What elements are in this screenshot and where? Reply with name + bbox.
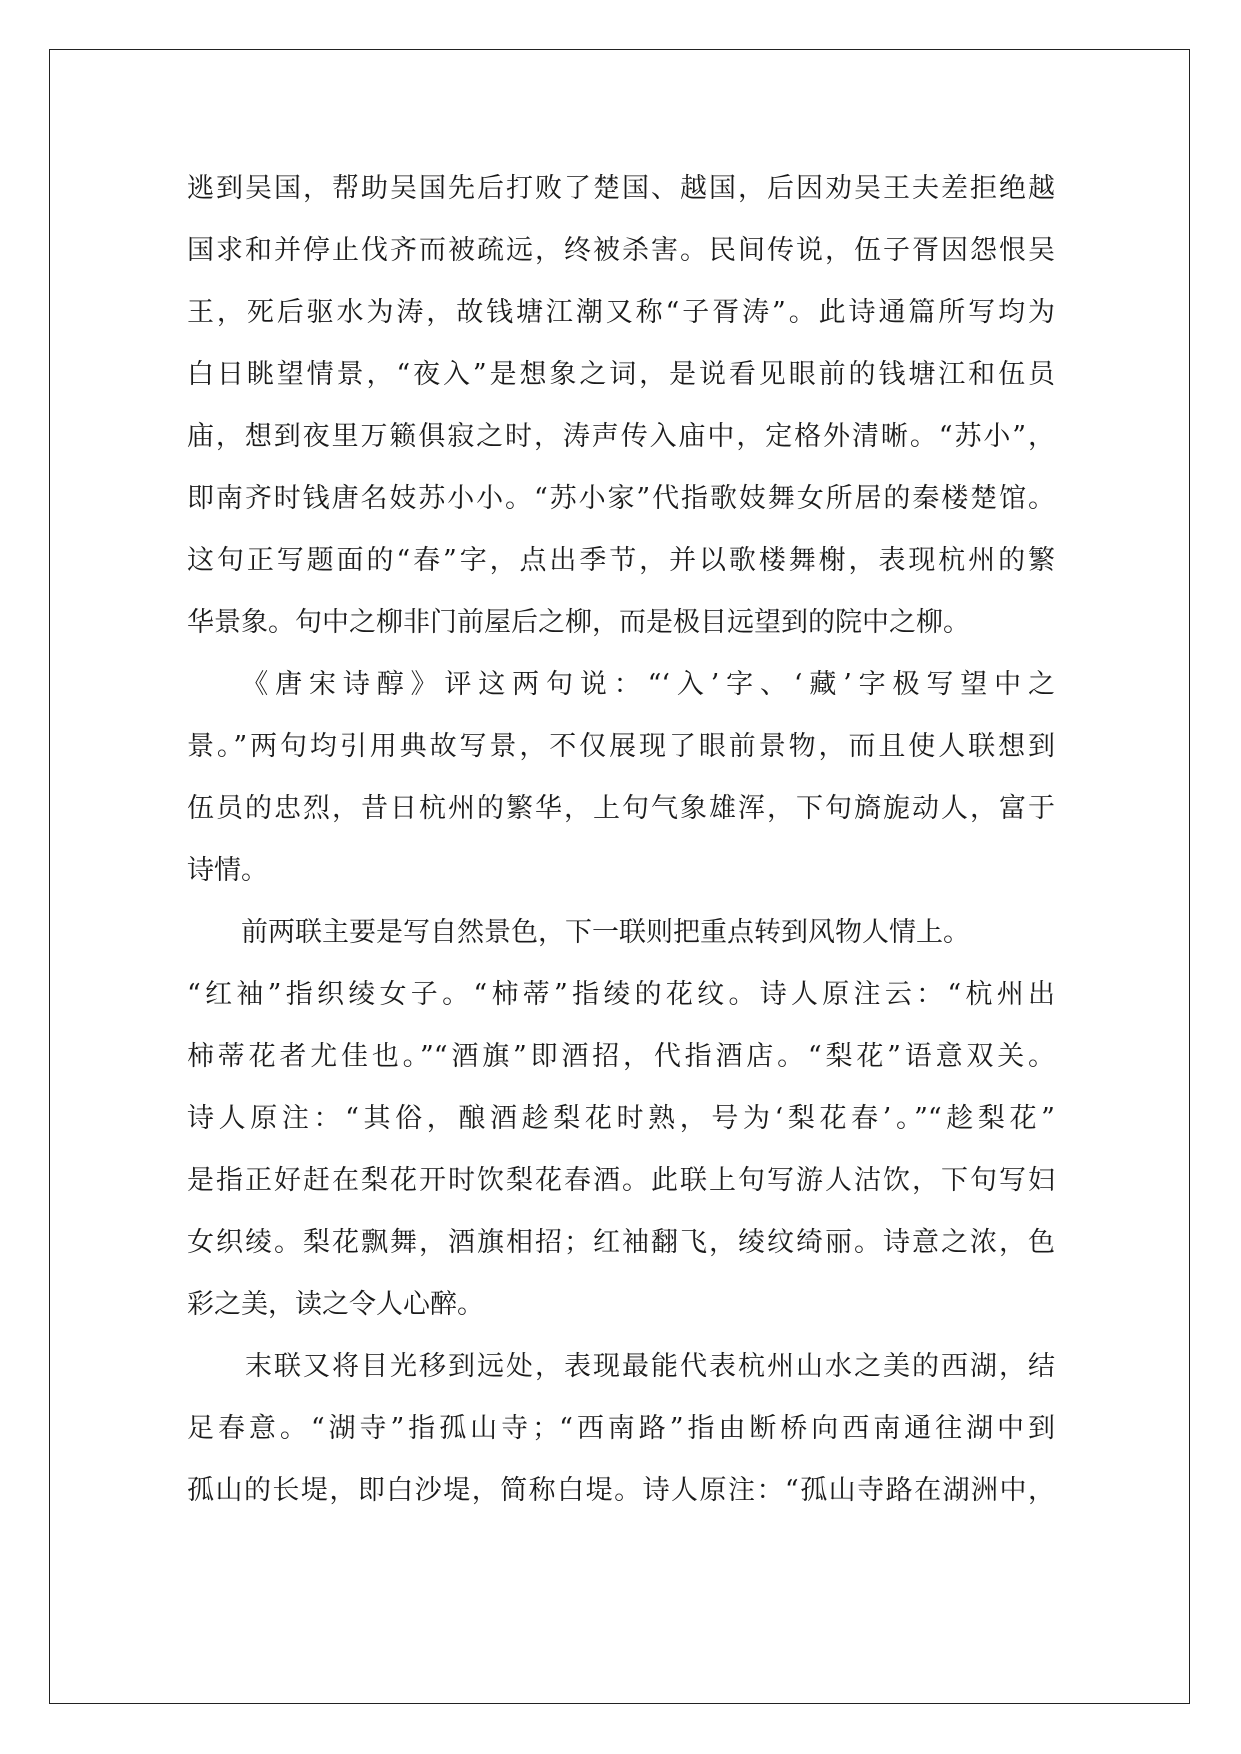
text-line: 末联又将目光移到远处，表现最能代表杭州山水之美的西湖，结 — [187, 1351, 1055, 1382]
paragraph — [187, 158, 1055, 654]
text-line: 《唐宋诗醇》评这两句说：“‘入’字、‘藏’字极写望中之 — [187, 669, 1055, 700]
document-body — [187, 158, 1055, 1522]
text-line: 即南齐时钱唐名妓苏小小。“苏小家”代指歌妓舞女所居的秦楼楚馆。 — [187, 483, 1055, 514]
text-line: 是指正好赶在梨花开时饮梨花春酒。此联上句写游人沽饮，下句写妇 — [187, 1165, 1055, 1196]
text-line: 这句正写题面的“春”字，点出季节，并以歌楼舞榭，表现杭州的繁 — [187, 545, 1055, 576]
text-line: 彩之美，读之令人心醉。 — [187, 1289, 484, 1320]
text-line: 王，死后驱水为涛，故钱塘江潮又称“子胥涛”。此诗通篇所写均为 — [187, 297, 1055, 328]
text-line: 诗人原注：“其俗，酿酒趁梨花时熟，号为‘梨花春’。”“趁梨花” — [187, 1103, 1055, 1134]
text-line: 国求和并停止伐齐而被疏远，终被杀害。民间传说，伍子胥因怨恨吴 — [187, 235, 1055, 266]
paragraph — [187, 902, 1055, 1336]
text-line: 前两联主要是写自然景色，下一联则把重点转到风物人情上。 — [187, 917, 970, 948]
text-line: 逃到吴国，帮助吴国先后打败了楚国、越国，后因劝吴王夫差拒绝越 — [187, 173, 1055, 204]
text-line: “红袖”指织绫女子。“柿蒂”指绫的花纹。诗人原注云：“杭州出 — [187, 979, 1055, 1010]
text-line: 诗情。 — [187, 855, 268, 886]
text-line: 华景象。句中之柳非门前屋后之柳，而是极目远望到的院中之柳。 — [187, 607, 970, 638]
text-line: 伍员的忠烈，昔日杭州的繁华，上句气象雄浑，下句旖旎动人，富于 — [187, 793, 1055, 824]
text-line: 景。”两句均引用典故写景，不仅展现了眼前景物，而且使人联想到 — [187, 731, 1055, 762]
paragraph — [187, 1336, 1055, 1522]
text-line: 女织绫。梨花飘舞，酒旗相招；红袖翻飞，绫纹绮丽。诗意之浓，色 — [187, 1227, 1055, 1258]
text-line: 白日眺望情景，“夜入”是想象之词，是说看见眼前的钱塘江和伍员 — [187, 359, 1055, 390]
text-line: 足春意。“湖寺”指孤山寺；“西南路”指由断桥向西南通往湖中到 — [187, 1413, 1055, 1444]
text-line: 庙，想到夜里万籁俱寂之时，涛声传入庙中，定格外清晰。“苏小”， — [187, 421, 1055, 452]
text-line: 孤山的长堤，即白沙堤，简称白堤。诗人原注：“孤山寺路在湖洲中， — [187, 1475, 1055, 1506]
text-line: 柿蒂花者尤佳也。”“酒旗”即酒招，代指酒店。“梨花”语意双关。 — [187, 1041, 1055, 1072]
paragraph — [187, 654, 1055, 902]
